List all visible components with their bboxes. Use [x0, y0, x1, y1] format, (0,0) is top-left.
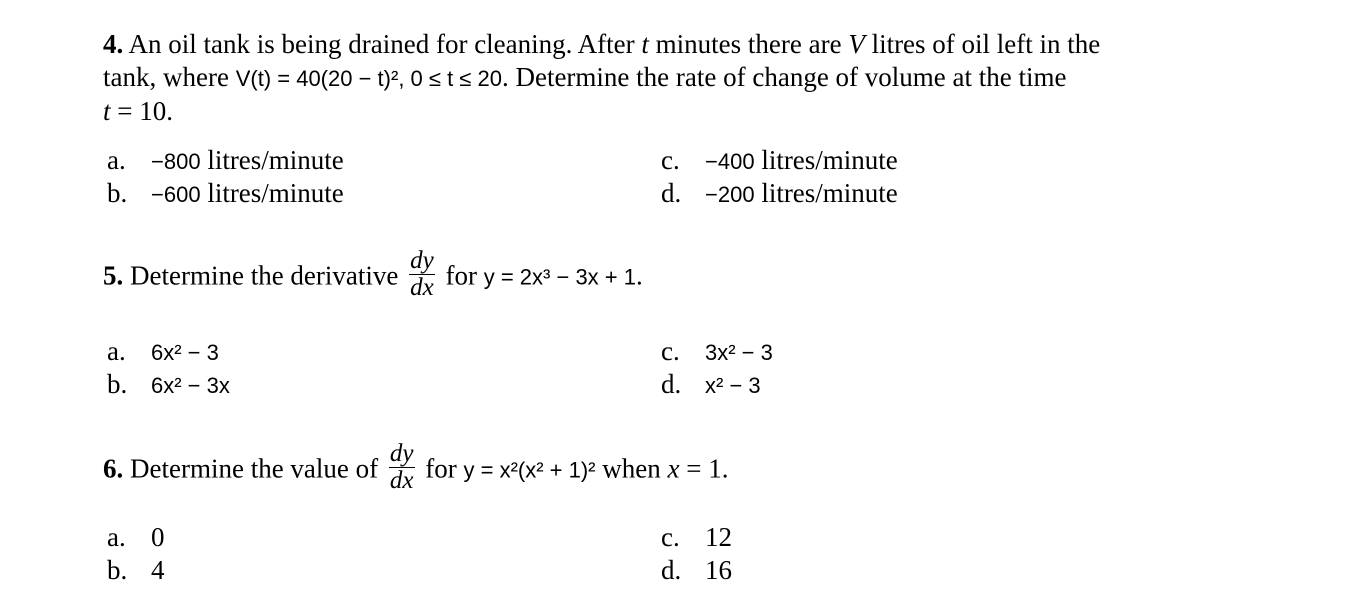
option-value: 0 — [151, 522, 165, 552]
option-value: x² − 3 — [705, 373, 761, 398]
option-label: c. — [661, 522, 680, 552]
question-text: . Determine the rate of change of volume at the time — [501, 62, 1067, 92]
question-text: Determine the derivative — [130, 260, 399, 291]
option-value: 6x² − 3 — [151, 340, 219, 365]
option-value: −800 — [151, 149, 201, 174]
option-value: −400 — [705, 149, 755, 174]
option-label: a. — [107, 336, 126, 366]
option-c[interactable] — [661, 144, 898, 178]
option-b[interactable] — [107, 368, 230, 402]
option-d[interactable] — [661, 177, 898, 211]
option-a[interactable] — [107, 521, 165, 554]
option-label: a. — [107, 522, 126, 552]
formula: y = x²(x² + 1)² — [463, 457, 596, 483]
formula: V(t) = 40(20 − t)², 0 ≤ t ≤ 20 — [235, 66, 502, 91]
option-label: b. — [107, 555, 128, 585]
option-label: c. — [661, 145, 680, 175]
option-label: d. — [661, 555, 682, 585]
option-unit: litres/minute — [761, 145, 898, 175]
question-5 — [103, 247, 643, 305]
option-b[interactable] — [107, 554, 165, 587]
option-c[interactable] — [661, 521, 732, 554]
question-text: minutes there are — [655, 29, 842, 59]
variable-t: t — [103, 96, 111, 126]
variable-x: x — [667, 453, 680, 484]
option-c[interactable] — [661, 335, 773, 369]
question-text: when — [602, 453, 661, 484]
option-value: 6x² − 3x — [151, 373, 230, 398]
derivative-fraction — [389, 441, 415, 494]
fraction-denominator: dx — [410, 274, 434, 301]
question-number: 5. — [103, 260, 124, 291]
option-unit: litres/minute — [207, 145, 344, 175]
option-label: b. — [107, 178, 128, 208]
derivative-fraction — [409, 248, 435, 301]
formula: y = 2x³ − 3x + 1 — [483, 264, 636, 290]
option-value: −600 — [151, 182, 201, 207]
question-4 — [103, 28, 1343, 128]
fraction-denominator: dx — [389, 467, 414, 494]
question-text: Determine the value of — [130, 453, 379, 484]
question-number: 4. — [103, 29, 124, 59]
question-text: An oil tank is being drained for cleaning. After — [128, 29, 635, 59]
option-unit: litres/minute — [207, 178, 344, 208]
question-text: . — [635, 260, 643, 291]
option-b[interactable] — [107, 177, 344, 211]
option-a[interactable] — [107, 144, 344, 178]
question-text: litres of oil left in the — [871, 29, 1101, 59]
option-value: −200 — [705, 182, 755, 207]
option-d[interactable] — [661, 368, 761, 402]
option-value: 12 — [705, 522, 732, 552]
question-text: for — [425, 453, 457, 484]
option-value: 16 — [705, 555, 732, 585]
question-6 — [103, 440, 729, 498]
option-label: b. — [107, 369, 128, 399]
question-text: for — [445, 260, 477, 291]
option-label: a. — [107, 145, 126, 175]
option-value: 4 — [151, 555, 165, 585]
question-text: tank, where — [103, 62, 229, 92]
option-value: 3x² − 3 — [705, 340, 773, 365]
option-label: c. — [661, 336, 680, 366]
fraction-numerator: dy — [410, 247, 434, 274]
question-text: = 10. — [117, 96, 173, 126]
option-d[interactable] — [661, 554, 732, 587]
question-text: = 1. — [686, 453, 729, 484]
option-label: d. — [661, 178, 682, 208]
variable-t: t — [641, 29, 649, 59]
option-a[interactable] — [107, 335, 219, 369]
question-number: 6. — [103, 453, 124, 484]
fraction-numerator: dy — [389, 440, 414, 467]
option-label: d. — [661, 369, 682, 399]
option-unit: litres/minute — [761, 178, 898, 208]
variable-v: V — [848, 29, 865, 59]
